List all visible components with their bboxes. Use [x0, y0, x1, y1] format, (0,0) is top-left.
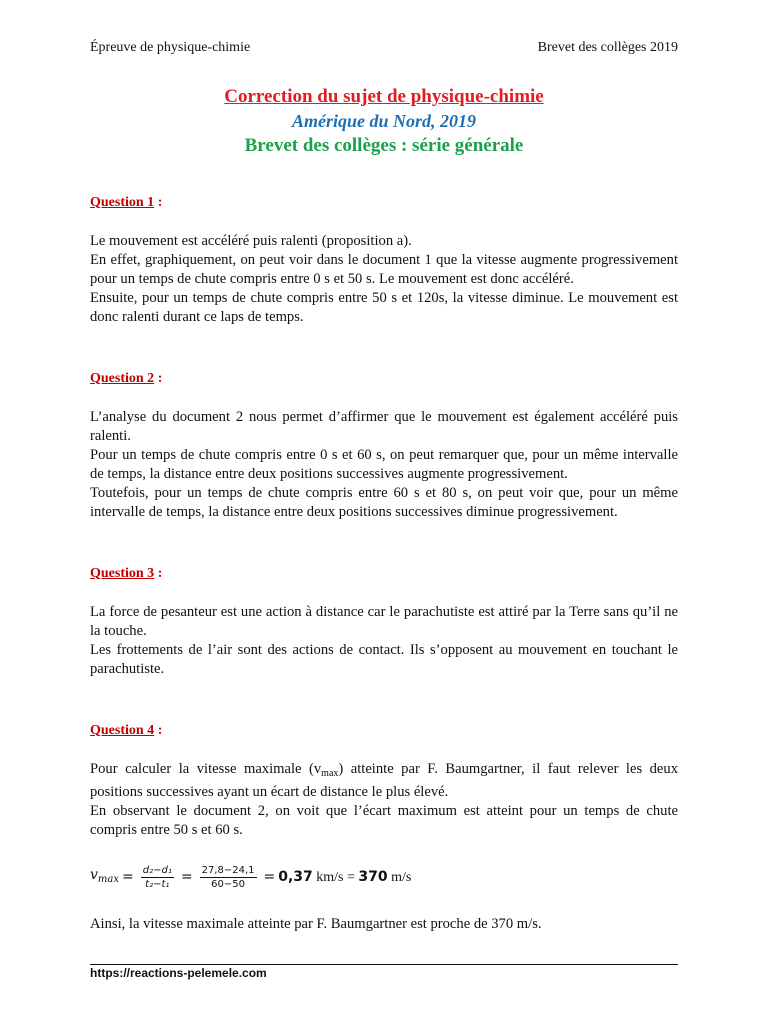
- question-2-heading: Question 2 :: [90, 371, 163, 386]
- document-title: Correction du sujet de physique-chimie: [224, 86, 544, 107]
- formula-lhs: $v_{max}$: [90, 866, 120, 885]
- answer-conclusion: Ainsi, la vitesse maximale atteinte par F. Baumgartner est proche de 370 m/s.: [90, 916, 542, 932]
- fraction-numeric: $\frac{27,8-24,1}{60-50}$: [201, 864, 255, 890]
- formula-result-kms: 0,37: [278, 868, 313, 885]
- answer-line: Les frottements de l’air sont des actions de contact. Ils s’opposent au mouvement en touchant le parachutiste.: [90, 642, 678, 677]
- formula-result-ms: 370: [358, 868, 388, 885]
- question-3: [90, 564, 678, 679]
- document-subtitle: Amérique du Nord, 2019: [291, 111, 477, 131]
- answer-line: Le mouvement est accéléré puis ralenti (proposition a).: [90, 233, 412, 249]
- question-2: [90, 369, 678, 522]
- answer-line: En observant le document 2, on voit que l’écart maximum est atteint pour un temps de chute compris entre 50 s et 60 s.: [90, 803, 678, 838]
- footer-link[interactable]: https://reactions-pelemele.com: [90, 966, 267, 980]
- answer-line: Toutefois, pour un temps de chute compris entre 60 s et 80 s, on peut voir que, pour un même intervalle de temps, la distance entre deux positions successives diminue progressivement.: [90, 485, 678, 520]
- answer-line: Ensuite, pour un temps de chute compris entre 50 s et 120s, la vitesse diminue. Le mouvement est donc ralenti durant ce laps de temps.: [90, 290, 678, 325]
- title-block: [0, 86, 768, 157]
- question-4-heading: Question 4 :: [90, 723, 163, 738]
- page-content: [90, 193, 678, 934]
- question-1-heading: Question 1 :: [90, 195, 163, 210]
- velocity-formula: $v_{max}$ = $\frac{\text{d₂−d₁}}{\text{t₂−t₁}}$ = $\frac{27,8-24,1}{60-50}$ = 0,37 km/s = 370 m/s: [90, 864, 412, 890]
- formula-unit-ms: m/s: [387, 869, 412, 885]
- answer-line: En effet, graphiquement, on peut voir dans le document 1 que la vitesse augmente progressivement pour un temps de chute compris entre 0 s et 50 s. Le mouvement est donc accéléré.: [90, 252, 678, 287]
- formula-unit-kms: km/s =: [312, 869, 359, 885]
- footer-divider: [90, 964, 678, 965]
- page-header: [90, 40, 678, 60]
- fraction-symbolic: $\frac{\text{d₂−d₁}}{\text{t₂−t₁}}$: [142, 864, 172, 890]
- header-right-text: Brevet des collèges 2019: [537, 40, 678, 55]
- answer-line: La force de pesanteur est une action à distance car le parachutiste est attiré par la Terre sans qu’il ne la touche.: [90, 604, 678, 639]
- answer-line: Pour calculer la vitesse maximale $(v_{max})$ atteinte par F. Baumgartner, il faut relever les deux positions successives ayant un écart de distance le plus élevé.: [90, 761, 678, 800]
- header-left-text: Épreuve de physique-chimie: [90, 40, 251, 55]
- question-4: [90, 721, 678, 934]
- question-1: [90, 193, 678, 327]
- question-3-heading: Question 3 :: [90, 566, 163, 581]
- answer-line: Pour un temps de chute compris entre 0 s et 60 s, on peut remarquer que, pour un même intervalle de temps, la distance entre deux positions successives augmente progressivement.: [90, 447, 678, 482]
- document-serie: Brevet des collèges : série générale: [244, 135, 524, 156]
- answer-line: L’analyse du document 2 nous permet d’affirmer que le mouvement est également accéléré puis ralenti.: [90, 409, 678, 444]
